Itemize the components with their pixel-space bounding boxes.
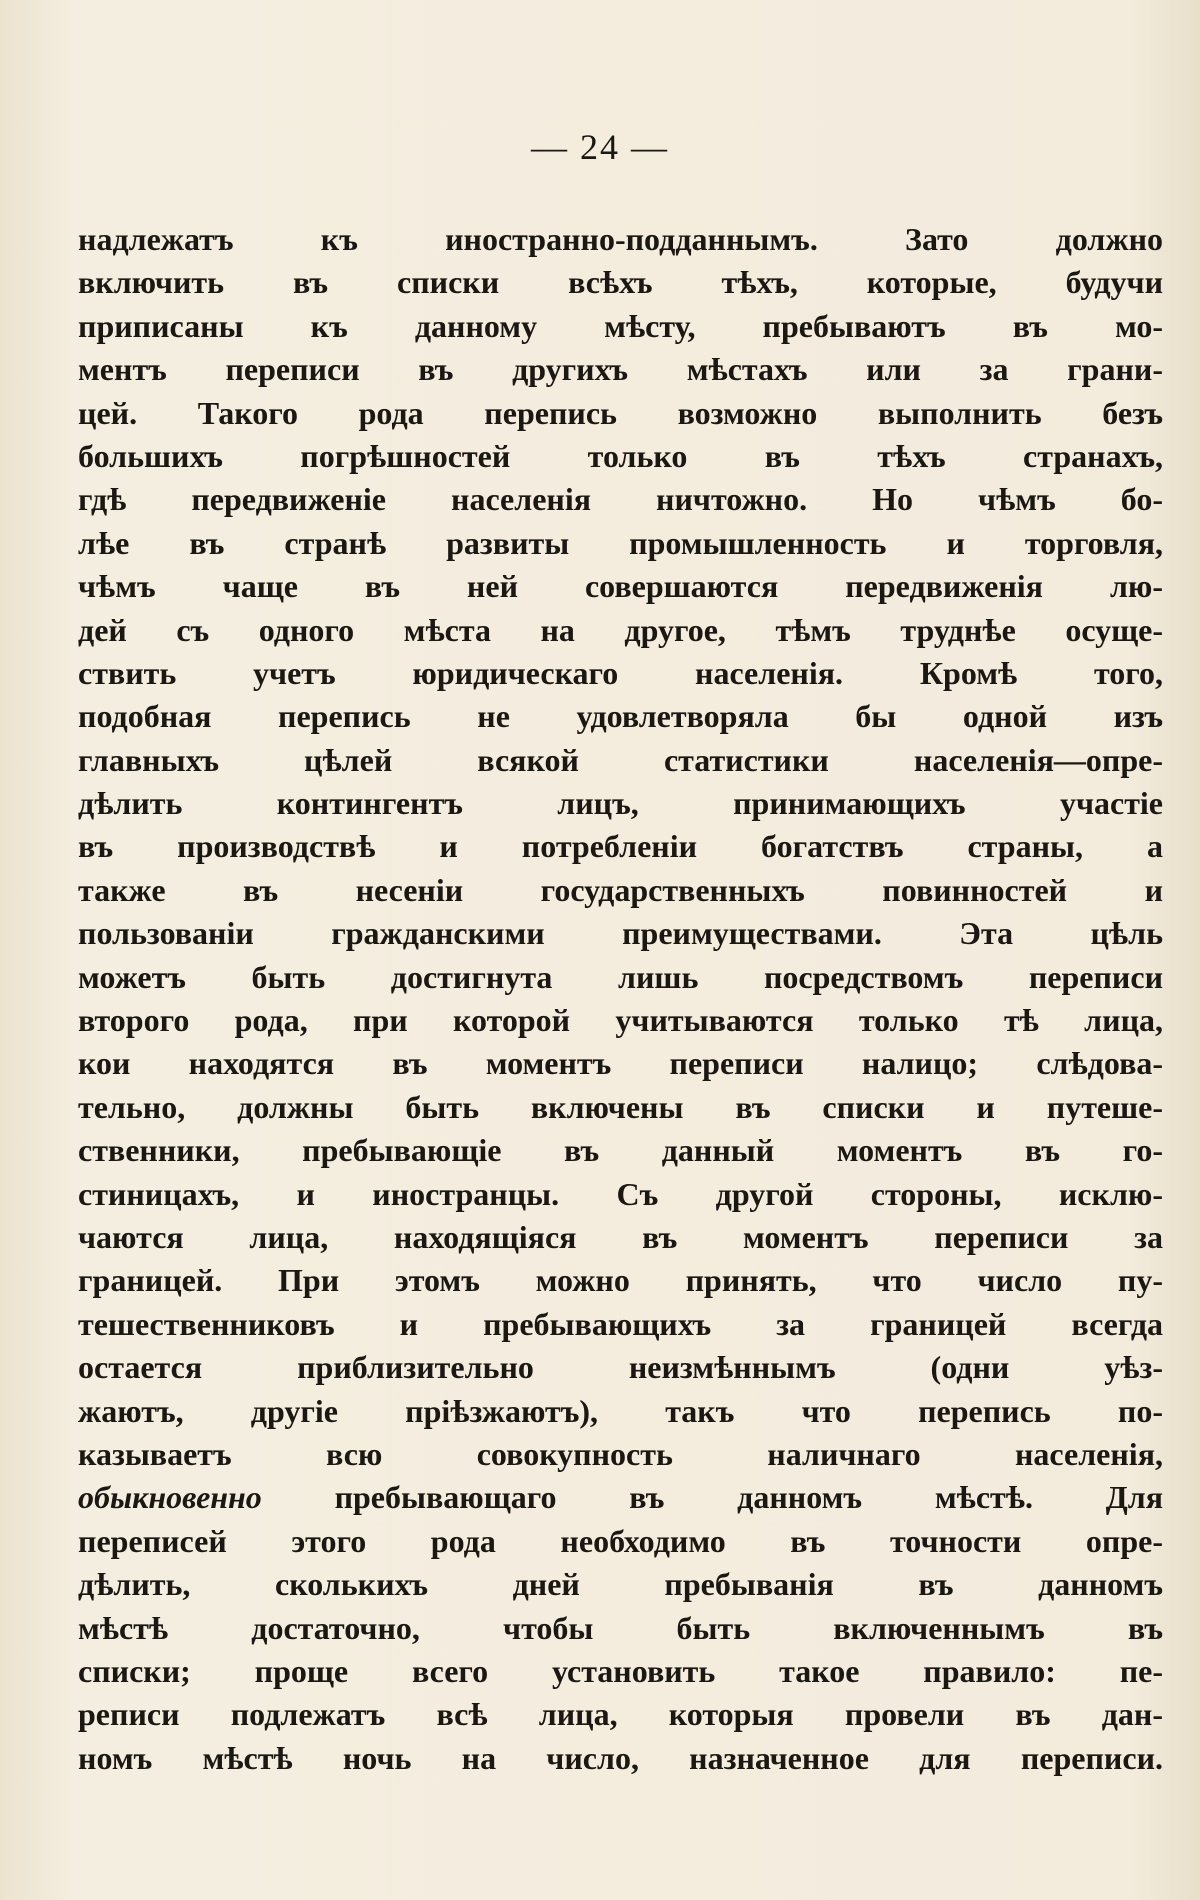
text-line: лѣе въ странѣ развиты промышленность и торговля, [78,524,1163,561]
text-line: реписи подлежатъ всѣ лица, которыя провели въ дан- [78,1696,1163,1733]
body-text [78,218,1163,1780]
text-line: подобная перепись не удовлетворяла бы одной изъ [78,698,1163,735]
text-line-emphasis [78,1476,1163,1519]
text-line: мѣстѣ достаточно, чтобы быть включеннымъ въ [78,1609,1163,1646]
text-line: жаютъ, другіе пріѣзжаютъ), такъ что перепись по- [78,1392,1163,1429]
text-line: гдѣ передвиженіе населенія ничтожно. Но чѣмъ бо- [78,481,1163,518]
text-line: границей. При этомъ можно принять, что число пу- [78,1262,1163,1299]
text-line: можетъ быть достигнута лишь посредствомъ переписи [78,958,1163,995]
text-line: тешественниковъ и пребывающихъ за границей всегда [78,1305,1163,1342]
text-line: надлежатъ къ иностранно-подданнымъ. Зато должно [78,221,1163,257]
text-line: главныхъ цѣлей всякой статистики населенія—опре- [78,741,1163,778]
text-line: дѣлить, сколькихъ дней пребыванія въ данномъ [78,1566,1163,1603]
text-line: большихъ погрѣшностей только въ тѣхъ странахъ, [78,437,1163,474]
text-line: ствить учетъ юридическаго населенія. Кромѣ того, [78,654,1163,691]
text-line: чаются лица, находящіяся въ моментъ переписи за [78,1218,1163,1255]
text-line: ственники, пребывающіе въ данный моментъ въ го- [78,1132,1163,1169]
text-line: стиницахъ, и иностранцы. Съ другой стороны, исклю- [78,1175,1163,1212]
text-line: переписей этого рода необходимо въ точности опре- [78,1522,1163,1559]
text-line: номъ мѣстѣ ночь на число, назначенное для переписи. [78,1739,1163,1776]
text-line: приписаны къ данному мѣсту, пребываютъ въ мо- [78,307,1163,344]
text-line: дей съ одного мѣста на другое, тѣмъ труднѣе осуще- [78,611,1163,648]
text-line: пользованіи гражданскими преимуществами. Эта цѣль [78,915,1163,952]
text-line: также въ несеніи государственныхъ повинностей и [78,871,1163,908]
text-line: включить въ списки всѣхъ тѣхъ, которые, будучи [78,264,1163,301]
text-line: тельно, должны быть включены въ списки и путеше- [78,1088,1163,1125]
text-line: второго рода, при которой учитываются только тѣ лица, [78,1002,1163,1039]
text-line: кои находятся въ моментъ переписи налицо; слѣдова- [78,1045,1163,1082]
text-line: дѣлить контингентъ лицъ, принимающихъ участіе [78,785,1163,822]
text-line: казываетъ всю совокупность наличнаго населенія, [78,1435,1163,1472]
emphasized-word: обыкновенно [78,1479,262,1516]
text-line: цей. Такого рода перепись возможно выполнить безъ [78,394,1163,431]
text-line: остается приблизительно неизмѣннымъ (одни уѣз- [78,1349,1163,1386]
page-number: — 24 — [531,127,669,167]
text-line: списки; проще всего установить такое правило: пе- [78,1652,1163,1689]
text-line: чѣмъ чаще въ ней совершаются передвиженія лю- [78,568,1163,605]
text-line-rest: пребывающаго въ данномъ мѣстѣ. Для [261,1479,1163,1516]
text-line: въ производствѣ и потребленіи богатствъ страны, а [78,828,1163,865]
text-line: ментъ переписи въ другихъ мѣстахъ или за грани- [78,351,1163,388]
